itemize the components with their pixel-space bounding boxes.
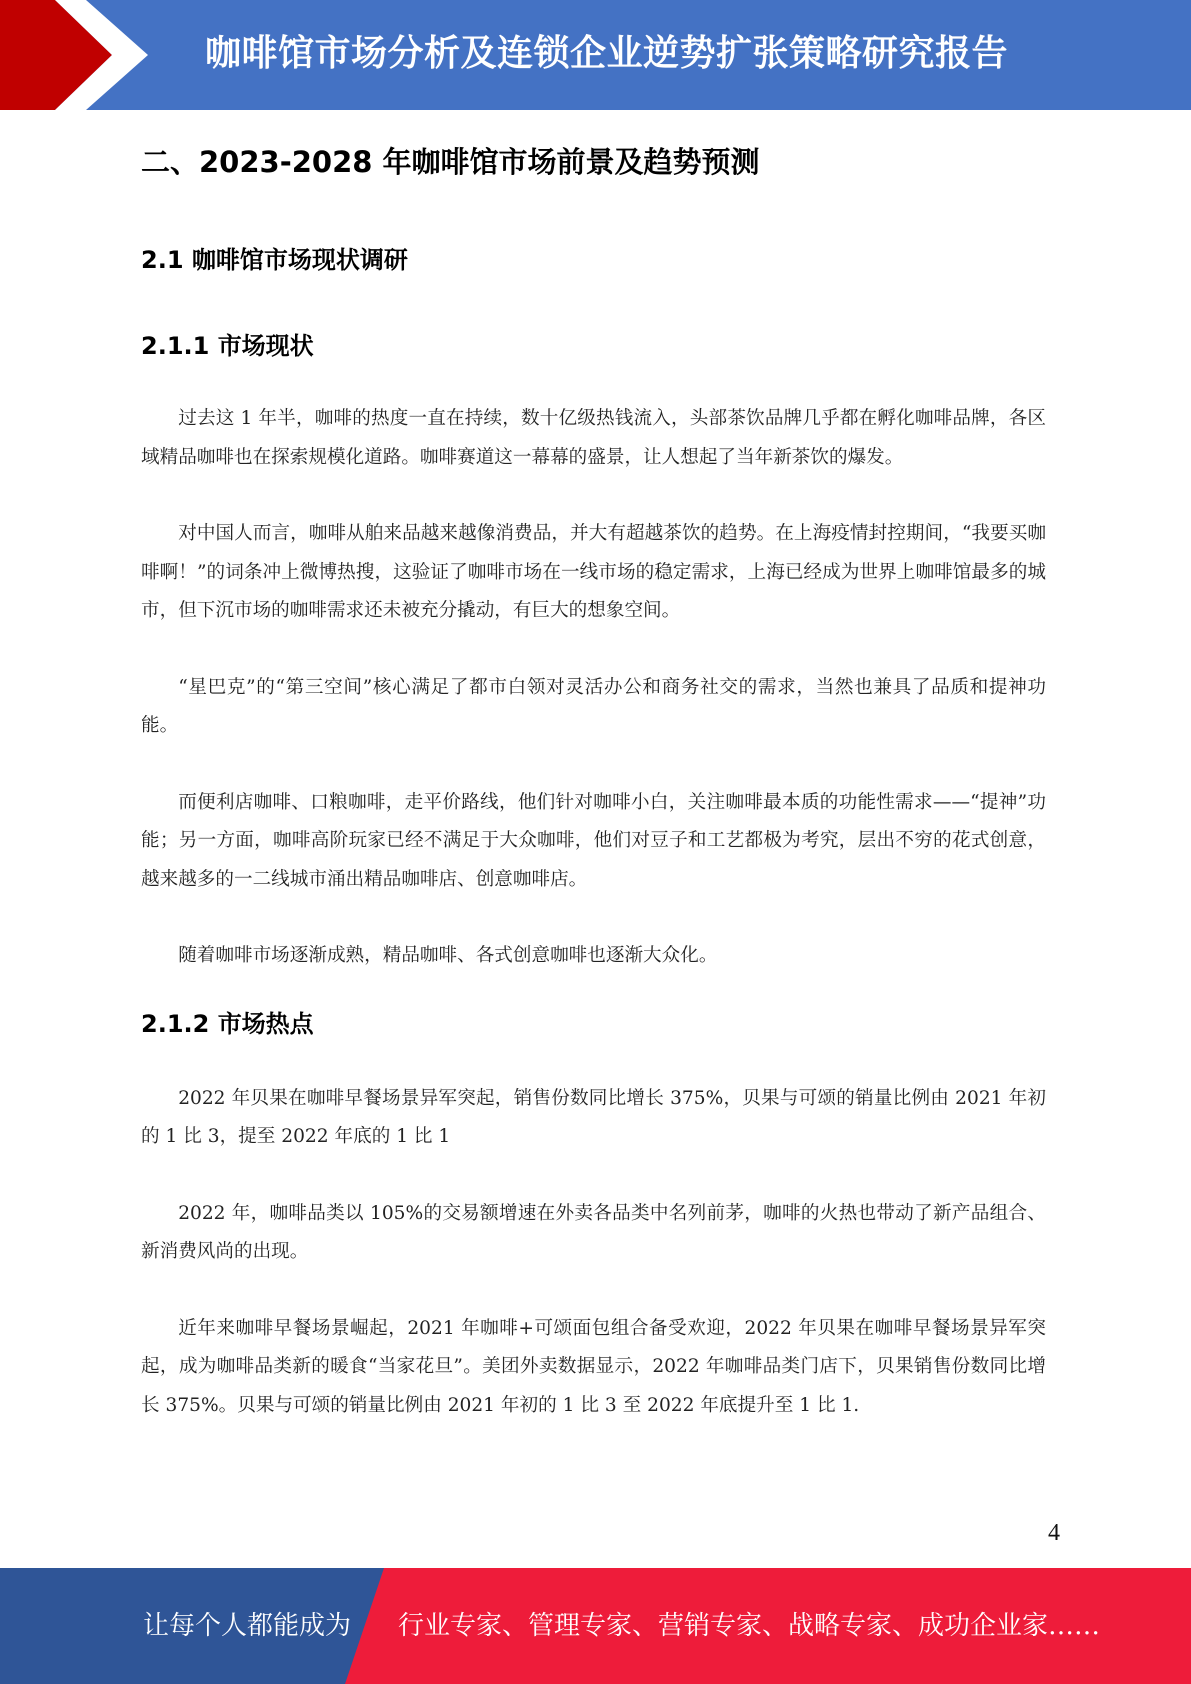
paragraph: 而便利店咖啡、口粮咖啡，走平价路线，他们针对咖啡小白，关注咖啡最本质的功能性需求——“提神”功能；另一方面，咖啡高阶玩家已经不满足于大众咖啡，他们对豆子和工艺都极为考究，层出不穷的花式创意，越来越多的一二线城市涌出精品咖啡店、创意咖啡店。 — [141, 791, 1046, 890]
paragraph: 2022 年，咖啡品类以 105%的交易额增速在外卖各品类中名列前茅，咖啡的火热也带动了新产品组合、新消费风尚的出现。 — [141, 1202, 1046, 1262]
document-body — [141, 130, 1046, 1425]
market-hotspots-heading: 2.1.2 市场热点 — [141, 1009, 314, 1038]
page-footer — [0, 1568, 1191, 1684]
section-heading: 二、2023-2028 年咖啡馆市场前景及趋势预测 — [141, 145, 760, 179]
paragraph: “星巴克”的“第三空间”核心满足了都市白领对灵活办公和商务社交的需求，当然也兼具了品质和提神功能。 — [141, 676, 1046, 736]
page-number: 4 — [1048, 1520, 1060, 1546]
footer-slogan-left: 让每个人都能成为 — [143, 1611, 352, 1641]
paragraph: 2022 年贝果在咖啡早餐场景异军突起，销售份数同比增长 375%，贝果与可颂的销量比例由 2021 年初的 1 比 3，提至 2022 年底的 1 比 1 — [141, 1087, 1046, 1147]
page-header — [0, 0, 1191, 110]
paragraph: 过去这 1 年半，咖啡的热度一直在持续，数十亿级热钱流入，头部茶饮品牌几乎都在孵化咖啡品牌，各区域精品咖啡也在探索规模化道路。咖啡赛道这一幕幕的盛景，让人想起了当年新茶饮的爆发。 — [141, 408, 1046, 468]
paragraph: 随着咖啡市场逐渐成熟，精品咖啡、各式创意咖啡也逐渐大众化。 — [178, 945, 718, 966]
paragraph: 对中国人而言，咖啡从舶来品越来越像消费品，并大有超越茶饮的趋势。在上海疫情封控期间，“我要买咖啡啊！”的词条冲上微博热搜，这验证了咖啡市场在一线市场的稳定需求，上海已经成为世界上咖啡馆最多的城市，但下沉市场的咖啡需求还未被充分撬动，有巨大的想象空间。 — [141, 523, 1046, 621]
market-status-heading: 2.1.1 市场现状 — [141, 332, 314, 360]
report-title: 咖啡馆市场分析及连锁企业逆势扩张策略研究报告 — [205, 33, 1009, 74]
subsection-heading: 2.1 咖啡馆市场现状调研 — [141, 246, 408, 274]
paragraph: 近年来咖啡早餐场景崛起，2021 年咖啡+可颂面包组合备受欢迎，2022 年贝果在咖啡早餐场景异军突起，成为咖啡品类新的暖食“当家花旦”。美团外卖数据显示，2022 年咖啡品类门店下，贝果销售份数同比增长 375%。贝果与可颂的销量比例由 2021 年初的 1 比 3 至 2022 年底提升至 1 比 1. — [141, 1317, 1046, 1416]
footer-slogan-right: 行业专家、管理专家、营销专家、战略专家、成功企业家…… — [398, 1611, 1101, 1641]
